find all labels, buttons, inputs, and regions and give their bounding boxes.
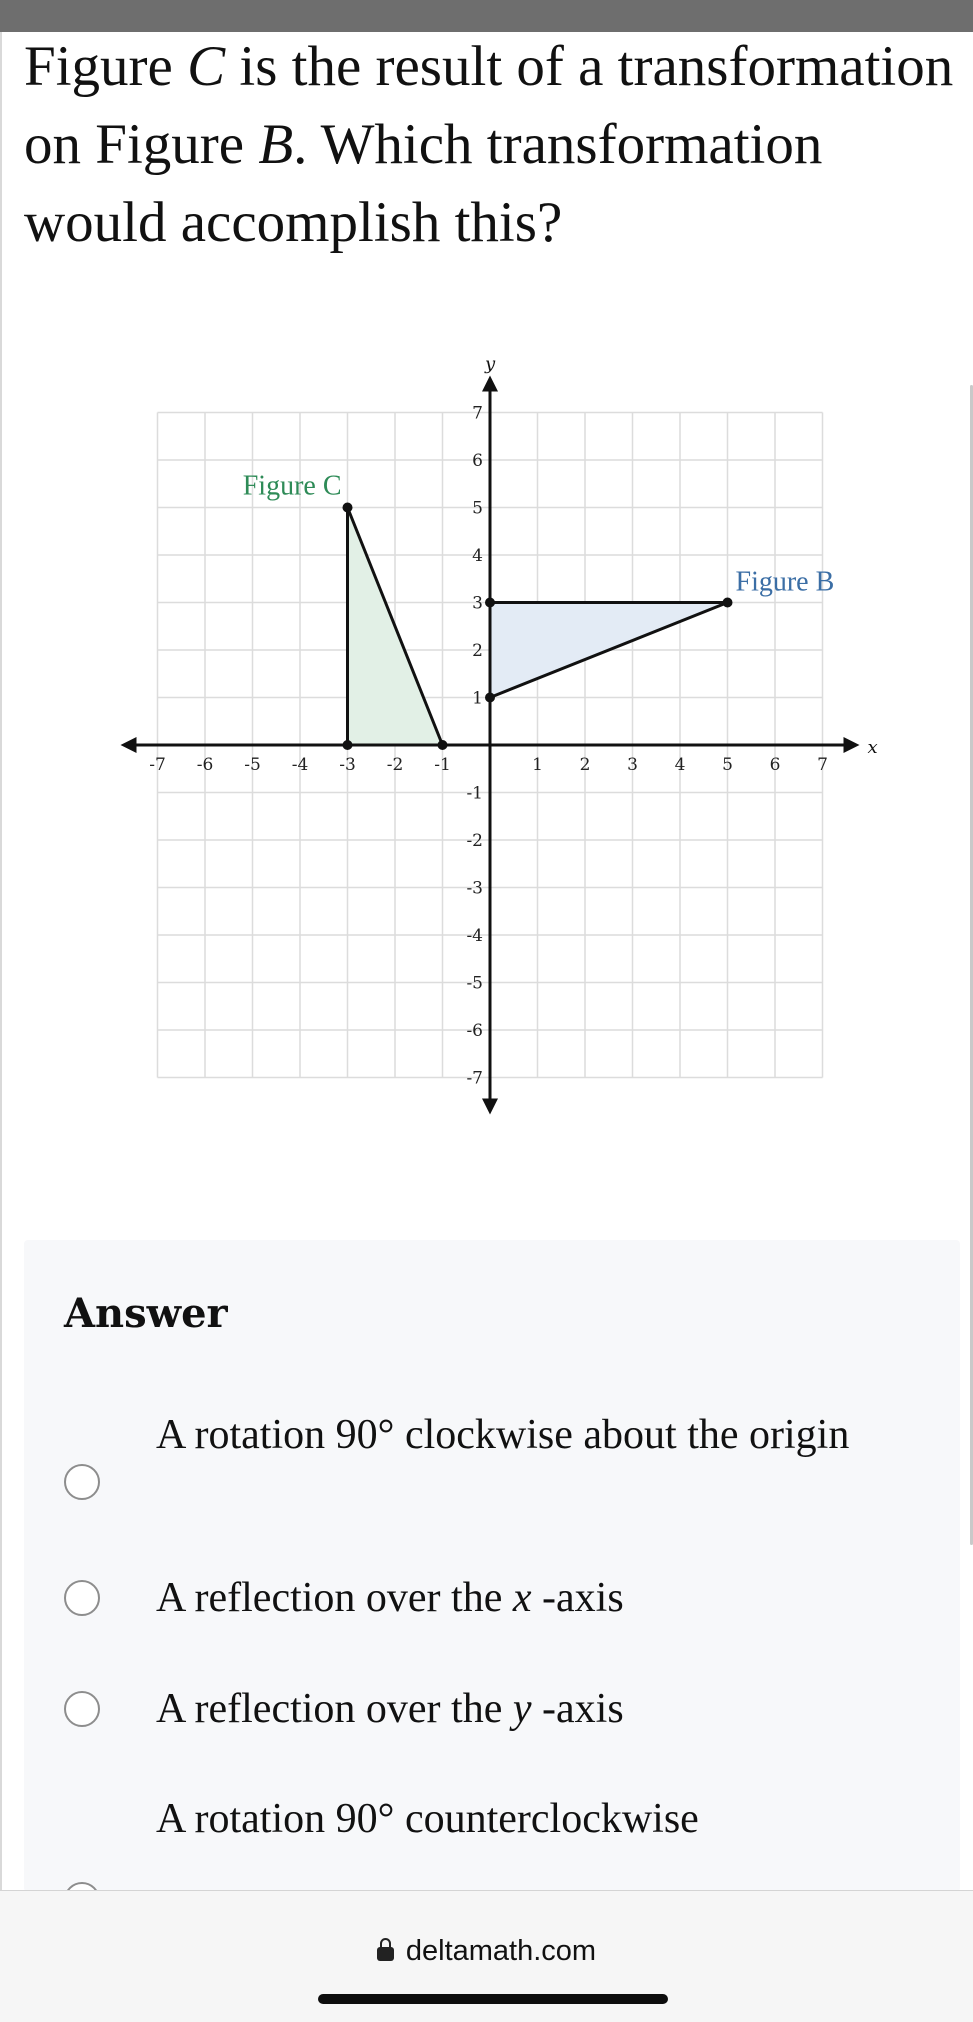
- home-indicator[interactable]: [318, 1994, 668, 2004]
- x-tick-label: 7: [817, 755, 828, 775]
- browser-bottom-bar: [0, 1890, 973, 2022]
- figure-b-label: Figure B: [735, 566, 835, 598]
- radio-button[interactable]: [64, 1464, 100, 1500]
- x-tick-label: 5: [722, 755, 733, 775]
- y-axis-label: y: [485, 355, 496, 375]
- y-tick-label: 7: [472, 403, 483, 424]
- x-tick-label: 3: [627, 755, 638, 775]
- option-label[interactable]: A rotation 90° counterclockwise: [156, 1796, 699, 1842]
- question-text: [24, 28, 954, 262]
- answer-panel: [24, 1240, 960, 1892]
- x-tick-label: 4: [674, 755, 686, 775]
- answer-heading: Answer: [64, 1290, 228, 1337]
- x-tick-label: -5: [244, 755, 261, 775]
- figure-b-vertex: [485, 598, 495, 608]
- y-tick-label: -3: [466, 878, 483, 899]
- y-tick-label: -6: [466, 1021, 483, 1041]
- figure-b-vertex: [723, 598, 733, 608]
- x-axis-arrow-right: [844, 737, 860, 753]
- left-border: [0, 32, 2, 1892]
- url-text: deltamath.com: [405, 1935, 597, 1967]
- y-tick-label: -2: [466, 831, 483, 851]
- y-tick-label: -5: [466, 973, 483, 994]
- figure-c-vertex: [343, 740, 353, 750]
- x-tick-label: -1: [434, 755, 451, 775]
- y-tick-label: -7: [466, 1068, 483, 1089]
- y-tick-label: 2: [472, 641, 483, 661]
- figure-b-var: B: [258, 113, 294, 176]
- option-label[interactable]: A reflection over the x -axis: [156, 1575, 624, 1621]
- coordinate-plane: [120, 355, 880, 1135]
- y-tick-label: 5: [472, 498, 483, 519]
- x-tick-label: 6: [769, 755, 781, 775]
- y-tick-label: 1: [472, 688, 483, 709]
- question-part: Figure: [24, 35, 188, 98]
- y-tick-label: -4: [466, 926, 483, 946]
- option-label[interactable]: A rotation 90° clockwise about the origin: [156, 1412, 850, 1458]
- x-tick-label: -2: [386, 755, 404, 775]
- figure-c-label: Figure C: [242, 470, 342, 502]
- figure-b-vertex: [485, 693, 495, 703]
- x-tick-label: -3: [339, 755, 356, 775]
- radio-button[interactable]: [64, 1691, 100, 1727]
- figure-c-vertex: [438, 740, 448, 750]
- y-axis-arrow-down: [482, 1099, 498, 1115]
- x-tick-label: 1: [532, 755, 543, 775]
- y-tick-label: 3: [472, 593, 483, 614]
- x-tick-label: -4: [291, 755, 309, 775]
- y-axis-arrow-up: [482, 376, 498, 392]
- radio-button[interactable]: [64, 1580, 100, 1616]
- lock-icon: [377, 1947, 394, 1961]
- x-axis-arrow-left: [121, 737, 137, 753]
- x-tick-label: -7: [149, 755, 166, 775]
- x-tick-label: 2: [579, 755, 591, 775]
- y-tick-label: -1: [466, 783, 483, 804]
- address-bar[interactable]: [0, 1935, 973, 1968]
- y-tick-label: 6: [472, 451, 483, 471]
- option-label[interactable]: A reflection over the y -axis: [156, 1686, 624, 1732]
- x-axis-label: x: [867, 737, 878, 758]
- x-tick-label: -6: [196, 755, 214, 775]
- question-part: . Which transformation would accomplish this?: [24, 113, 823, 254]
- figure-c-vertex: [343, 503, 353, 513]
- figure-c-var: C: [187, 35, 226, 98]
- y-tick-label: 4: [472, 546, 483, 566]
- question-part: is the result of a transformation on Figure: [24, 35, 954, 176]
